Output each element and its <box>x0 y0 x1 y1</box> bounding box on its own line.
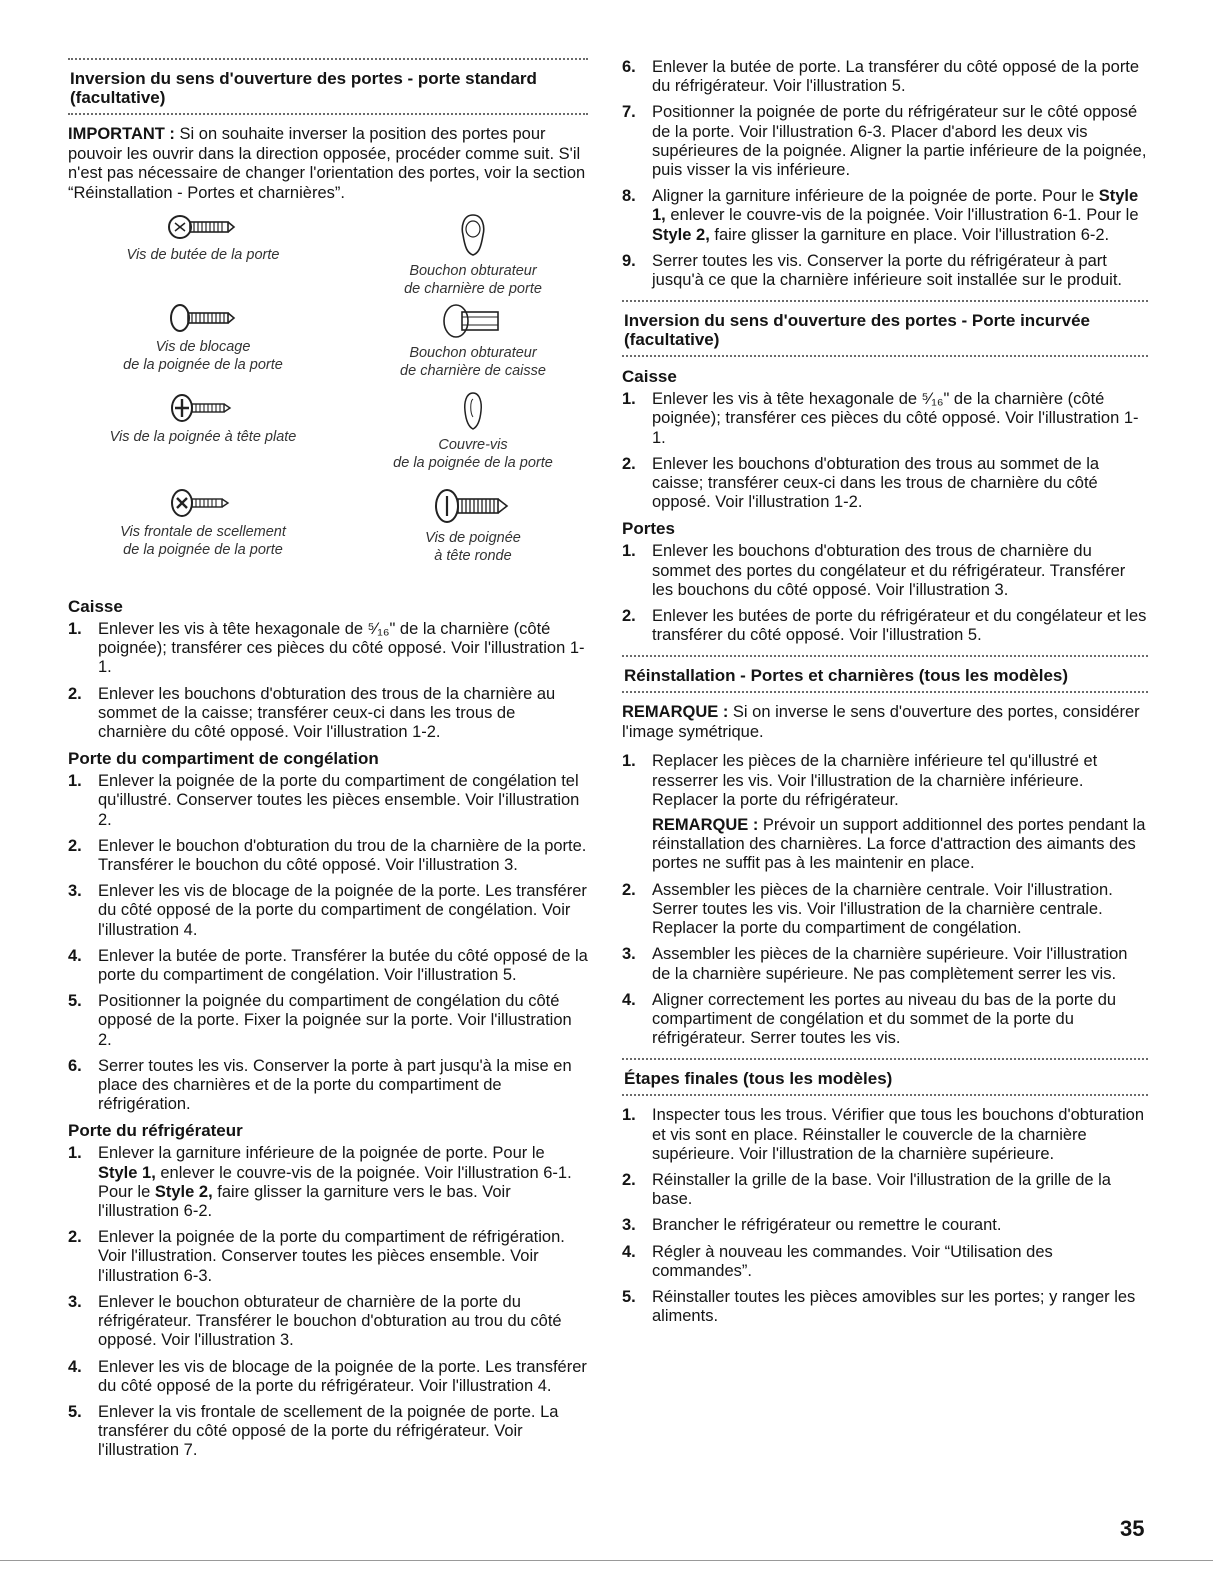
page-number: 35 <box>1120 1516 1145 1541</box>
list-item: 2. Enlever les bouchons d'obturation des trous au sommet de la caisse; transférer ceux-ci dans les trous de charnière du côté opposé. Voir l'illustration 1-2. <box>622 454 1100 512</box>
heading-text: Inversion du sens d'ouverture des portes - porte standard (facultative) <box>70 69 537 107</box>
list-item: 9. Serrer toutes les vis. Conserver la porte du réfrigérateur à part jusqu'à ce que la charnière inférieure soit installée sur le produit. <box>622 251 1123 290</box>
right-column <box>622 58 1148 1333</box>
subheading-portes: Portes <box>622 519 675 539</box>
list-item: 4. Aligner correctement les portes au niveau du bas de la porte du compartiment de congélation et du sommet de la porte du réfrigérateur. Serrer toutes les vis. <box>622 990 1117 1048</box>
part-caption: Vis de blocage <box>155 339 251 355</box>
freezer-steps <box>68 772 588 1114</box>
list-item: 2. Enlever le bouchon d'obturation du trou de la charnière de la porte. Transférer le bouchon du côté opposé. Voir l'illustration 3. <box>68 836 587 875</box>
part-screw-cover <box>358 391 588 472</box>
part-caption: Vis frontale de scellement <box>120 524 286 540</box>
remarque-note: REMARQUE : Prévoir un support additionnel des portes pendant la réinstallation des charnières. La force d'attraction des aimants des portes ne suffit pas à les maintenir en place. <box>652 816 1146 873</box>
list-item: 1. Enlever la poignée de la porte du compartiment de congélation tel qu'illustré. Conserver toutes les pièces ensemble. Voir l'illustration 2. <box>68 772 580 829</box>
door-hinge-plug-icon <box>453 213 493 257</box>
list-item: 1. Enlever la garniture inférieure de la poignée de porte. Pour le Style 1, enlever le couvre-vis de la poignée. Voir l'illustration 6-1. Pour le Style 2, faire glisser la garniture vers le bas. Voir l'illustration 6-2. <box>68 1144 572 1221</box>
list-item: 5. Réinstaller toutes les pièces amovibles sur les portes; y ranger les aliments. <box>622 1287 1136 1326</box>
list-item: 2. Assembler les pièces de la charnière centrale. Voir l'illustration. Serrer toutes les vis. Voir l'illustration de la charnière centrale. Replacer la porte du compartiment de congélation. <box>622 880 1113 938</box>
important-paragraph <box>68 125 588 203</box>
list-item: 3. Brancher le réfrigérateur ou remettre le courant. <box>622 1216 1002 1235</box>
list-item: 1. Enlever les vis à tête hexagonale de ⁵⁄₁₆" de la charnière (côté poignée); transférer ces pièces du côté opposé. Voir l'illustration 1-1. <box>622 390 1139 447</box>
list-item: 1. Replacer les pièces de la charnière inférieure tel qu'illustré et resserrer les vis. Voir l'illustration de la charnière inférieure. Replacer la porte du réfrigérateur. REMARQUE : Prévoir un support additionnel des portes pendant la réinstallation des charnières. La force d'attraction des aimants des portes ne suffit pas à les maintenir en place. <box>622 752 1148 873</box>
part-front-mount-screw <box>88 488 318 559</box>
list-item: 5. Enlever la vis frontale de scellement de la poignée de porte. La transférer du côté opposé de la porte du réfrigérateur. Voir l'illustration 7. <box>68 1402 559 1460</box>
curved-door-steps <box>622 542 1148 645</box>
caisse-steps <box>68 620 588 742</box>
fridge-steps <box>68 1144 588 1460</box>
heading-text: Inversion du sens d'ouverture des portes - Porte incurvée (facultative) <box>624 311 1091 350</box>
list-item: 3. Enlever les vis de blocage de la poignée de la porte. Les transférer du côté opposé de la porte du compartiment de congélation. Voir l'illustration 4. <box>68 882 587 939</box>
final-steps <box>622 1106 1148 1326</box>
part-caption: Vis de la poignée à tête plate <box>109 429 297 445</box>
screw-cover-icon <box>458 391 488 431</box>
part-round-head-screw <box>368 488 578 565</box>
list-item: 6. Serrer toutes les vis. Conserver la porte à part jusqu'à la mise en place des charnières et de la porte du compartiment de réfrigération. <box>68 1056 572 1114</box>
heading-text: Réinstallation - Portes et charnières (tous les modèles) <box>624 666 1069 686</box>
list-item: 2. Réinstaller la grille de la base. Voir l'illustration de la grille de la base. <box>622 1170 1111 1209</box>
list-item: 3. Enlever le bouchon obturateur de charnière de la porte du réfrigérateur. Transférer le bouchon d'obturation au trou du côté opposé. Voir l'illustration 3. <box>68 1292 562 1350</box>
curved-caisse-steps <box>622 390 1148 512</box>
part-handle-lock-screw <box>88 303 318 374</box>
fridge-steps-continued <box>622 58 1148 290</box>
front-mount-screw-icon <box>168 488 238 518</box>
list-item: 4. Enlever les vis de blocage de la poignée de la porte. Les transférer du côté opposé de la porte du réfrigérateur. Voir l'illustration 4. <box>68 1357 587 1395</box>
list-item: 4. Enlever la butée de porte. Transférer la butée du côté opposé de la porte du compartiment de congélation. Voir l'illustration 5. <box>68 946 588 985</box>
part-caption: Couvre-vis <box>438 437 508 453</box>
cabinet-hinge-plug-icon <box>438 303 508 339</box>
list-item: 8. Aligner la garniture inférieure de la poignée de porte. Pour le Style 1, enlever le couvre-vis de la poignée. Voir l'illustration 6-1. Pour le Style 2, faire glisser la garniture en place. Voir l'illustration 6-2. <box>622 187 1139 244</box>
part-cabinet-hinge-plug <box>358 303 588 380</box>
subheading-caisse: Caisse <box>68 597 123 616</box>
list-item: 2. Enlever les butées de porte du réfrigérateur et du congélateur et les transférer du côté opposé. Voir l'illustration 5. <box>622 607 1147 645</box>
list-item: 5. Positionner la poignée du compartiment de congélation du côté opposé de la porte. Fixer la poignée sur la porte. Voir l'illustration 2. <box>68 992 572 1049</box>
round-head-screw-icon <box>433 488 513 524</box>
flat-head-screw-icon <box>168 393 238 423</box>
important-text: Si on souhaite inverser la position des portes pour pouvoir les ouvrir dans la direction opposée, procéder comme suit. S'il n'est pas nécessaire de changer l'orientation des portes, voir la section “Réinstallation - Portes et charnières”. <box>68 125 586 202</box>
list-item: 1. Inspecter tous les trous. Vérifier que tous les bouchons d'obturation et vis sont en place. Réinstaller le couvercle de la charnière supérieure. Voir l'illustration de la charnière supérieure. <box>622 1106 1145 1163</box>
part-caption: Bouchon obturateur <box>409 345 537 361</box>
list-item: 1. Enlever les bouchons d'obturation des trous de charnière du sommet des portes du congélateur et du réfrigérateur. Transférer les bouchons du côté opposé. Voir l'illustration 3. <box>622 542 1126 599</box>
part-caption: de la poignée de la porte <box>393 454 553 471</box>
door-stop-screw-icon <box>168 213 238 241</box>
part-caption: de charnière de caisse <box>400 362 546 379</box>
handle-lock-screw-icon <box>168 303 238 333</box>
list-item: 4. Régler à nouveau les commandes. Voir “Utilisation des commandes”. <box>622 1242 1053 1280</box>
section-heading-final-steps <box>622 1058 1148 1096</box>
reinstall-steps <box>622 752 1148 1048</box>
part-caption: de la poignée de la porte <box>123 356 283 373</box>
part-flat-head-screw <box>78 393 328 447</box>
part-caption: Vis de poignée <box>425 530 521 546</box>
section-heading-curved-door <box>622 300 1148 357</box>
important-label: IMPORTANT : <box>68 125 175 143</box>
section-heading-reinstall <box>622 655 1148 693</box>
part-caption: de la poignée de la porte <box>123 541 283 558</box>
part-caption: Bouchon obturateur <box>409 263 537 279</box>
part-caption: Vis de butée de la porte <box>126 247 280 263</box>
part-caption: de charnière de porte <box>404 280 542 297</box>
part-door-hinge-plug <box>368 213 578 298</box>
bottom-rule <box>0 1560 1213 1561</box>
subheading-caisse: Caisse <box>622 367 677 387</box>
remarque-paragraph: REMARQUE : Si on inverse le sens d'ouverture des portes, considérer l'image symétrique. <box>622 703 1140 741</box>
part-caption: à tête ronde <box>434 547 512 564</box>
part-door-stop-screw <box>98 213 308 265</box>
list-item: 2. Enlever la poignée de la porte du compartiment de réfrigération. Voir l'illustration. Conserver toutes les pièces ensemble. Voir l'illustration 6-3. <box>68 1228 565 1285</box>
left-column <box>68 58 588 1468</box>
parts-diagram <box>68 213 588 585</box>
list-item: 2. Enlever les bouchons d'obturation des trous de la charnière au sommet de la caisse; transférer ceux-ci dans les trous de charnière du côté opposé. Voir l'illustration 1-2. <box>68 684 556 742</box>
list-item: 7. Positionner la poignée de porte du réfrigérateur sur le côté opposé de la porte. Voir l'illustration 6-3. Placer d'abord les deux vis supérieures de la poignée. Aligner la partie inférieure de la poignée, puis visser la vis inférieure. <box>622 103 1147 180</box>
list-item: 6. Enlever la butée de porte. La transférer du côté opposé de la porte du réfrigérateur. Voir l'illustration 5. <box>622 58 1140 96</box>
subheading-fridge-door: Porte du réfrigérateur <box>68 1121 243 1141</box>
list-item: 1. Enlever les vis à tête hexagonale de ⁵⁄₁₆" de la charnière (côté poignée); transférer ces pièces du côté opposé. Voir l'illustration 1-1. <box>68 620 585 677</box>
subheading-freezer-door: Porte du compartiment de congélation <box>68 749 379 769</box>
section-heading-standard-door <box>68 58 588 115</box>
heading-text: Étapes finales (tous les modèles) <box>624 1069 893 1089</box>
list-item: 3. Assembler les pièces de la charnière supérieure. Voir l'illustration de la charnière supérieure. Ne pas complètement serrer les vis. <box>622 945 1128 983</box>
